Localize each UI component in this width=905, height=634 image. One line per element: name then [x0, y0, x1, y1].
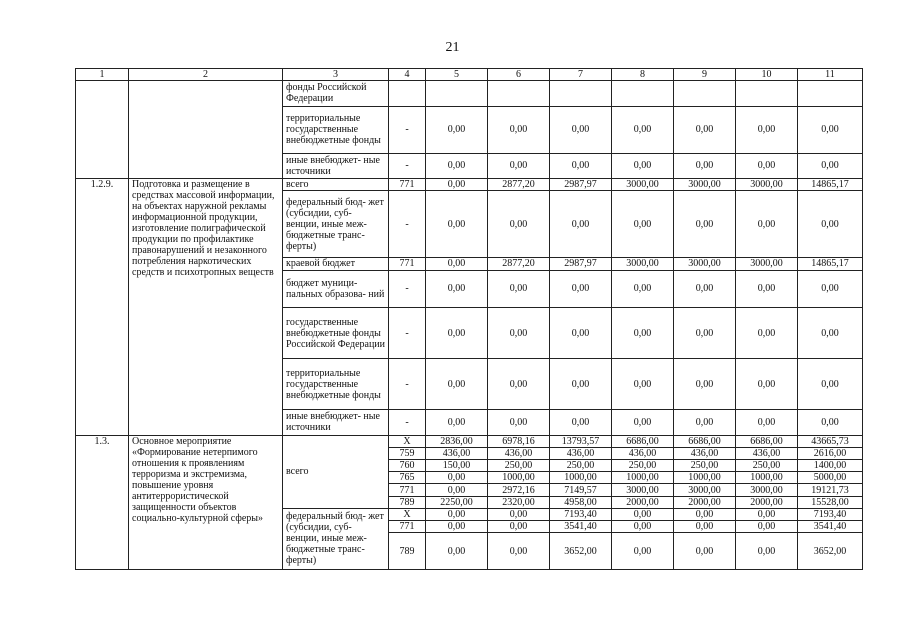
- value-cell: 0,00: [736, 533, 798, 570]
- value-cell: 436,00: [674, 447, 736, 459]
- value-cell: 0,00: [488, 521, 550, 533]
- value-cell: 0,00: [550, 153, 612, 178]
- value-cell: 1000,00: [736, 472, 798, 484]
- value-cell: 6686,00: [674, 435, 736, 447]
- value-cell: [798, 81, 863, 106]
- code-cell: -: [389, 270, 426, 308]
- value-cell: 0,00: [550, 270, 612, 308]
- value-cell: [674, 81, 736, 106]
- value-cell: 0,00: [798, 308, 863, 359]
- value-cell: 436,00: [550, 447, 612, 459]
- value-cell: 0,00: [612, 270, 674, 308]
- value-cell: 0,00: [736, 308, 798, 359]
- value-cell: 0,00: [426, 508, 488, 520]
- column-header: 5: [426, 69, 488, 81]
- value-cell: 2987,97: [550, 258, 612, 270]
- table-row: [76, 435, 863, 447]
- value-cell: 3541,40: [550, 521, 612, 533]
- code-cell: 771: [389, 178, 426, 190]
- value-cell: 0,00: [736, 521, 798, 533]
- value-cell: 2877,20: [488, 178, 550, 190]
- value-cell: 0,00: [488, 359, 550, 410]
- item-title: Подготовка и размещение в средствах массовой информации, на объектах наружной рекламы информационной продукции, изготовление полиграфической продукции по профилактике правонарушений и незаконного потребления наркотических средств и психотропных веществ: [129, 178, 283, 435]
- value-cell: 3652,00: [798, 533, 863, 570]
- value-cell: 2000,00: [736, 496, 798, 508]
- table-row: [76, 178, 863, 190]
- value-cell: 0,00: [550, 410, 612, 435]
- value-cell: 2877,20: [488, 258, 550, 270]
- value-cell: 4958,00: [550, 496, 612, 508]
- column-header: 2: [129, 69, 283, 81]
- code-cell: -: [389, 106, 426, 153]
- value-cell: 0,00: [798, 359, 863, 410]
- value-cell: 0,00: [736, 153, 798, 178]
- code-cell: 760: [389, 459, 426, 471]
- value-cell: 3000,00: [674, 258, 736, 270]
- value-cell: 6686,00: [612, 435, 674, 447]
- code-cell: 771: [389, 258, 426, 270]
- value-cell: 6978,16: [488, 435, 550, 447]
- value-cell: 3000,00: [736, 484, 798, 496]
- value-cell: 0,00: [674, 410, 736, 435]
- value-cell: 14865,17: [798, 178, 863, 190]
- value-cell: 3000,00: [612, 178, 674, 190]
- item-number: 1.2.9.: [76, 178, 129, 435]
- value-cell: 5000,00: [798, 472, 863, 484]
- value-cell: 0,00: [736, 410, 798, 435]
- value-cell: 1000,00: [550, 472, 612, 484]
- value-cell: 0,00: [488, 191, 550, 258]
- funding-source: государственные внебюджетные фонды Российской Федерации: [283, 308, 389, 359]
- value-cell: 0,00: [488, 153, 550, 178]
- funding-source: территориальные государственные внебюджетные фонды: [283, 359, 389, 410]
- value-cell: 14865,17: [798, 258, 863, 270]
- value-cell: 0,00: [612, 153, 674, 178]
- value-cell: 250,00: [488, 459, 550, 471]
- value-cell: 0,00: [736, 106, 798, 153]
- column-header: 3: [283, 69, 389, 81]
- column-header: 4: [389, 69, 426, 81]
- code-cell: -: [389, 153, 426, 178]
- value-cell: 0,00: [426, 153, 488, 178]
- value-cell: 0,00: [674, 106, 736, 153]
- value-cell: 6686,00: [736, 435, 798, 447]
- funding-source: федеральный бюд- жет (субсидии, суб- венции, иные меж- бюджетные транс- ферты): [283, 191, 389, 258]
- value-cell: 2987,97: [550, 178, 612, 190]
- column-header: 9: [674, 69, 736, 81]
- value-cell: 0,00: [736, 270, 798, 308]
- value-cell: 0,00: [426, 521, 488, 533]
- value-cell: 0,00: [488, 106, 550, 153]
- value-cell: 0,00: [612, 191, 674, 258]
- value-cell: 0,00: [426, 308, 488, 359]
- value-cell: 0,00: [612, 359, 674, 410]
- value-cell: 1000,00: [612, 472, 674, 484]
- value-cell: 0,00: [674, 191, 736, 258]
- code-cell: [389, 81, 426, 106]
- value-cell: 436,00: [488, 447, 550, 459]
- column-header: 10: [736, 69, 798, 81]
- code-cell: 759: [389, 447, 426, 459]
- value-cell: 0,00: [798, 410, 863, 435]
- code-cell: 771: [389, 521, 426, 533]
- value-cell: 250,00: [674, 459, 736, 471]
- value-cell: 2972,16: [488, 484, 550, 496]
- column-header: 11: [798, 69, 863, 81]
- funding-source: фонды Российской Федерации: [283, 81, 389, 106]
- value-cell: 7193,40: [550, 508, 612, 520]
- value-cell: 436,00: [612, 447, 674, 459]
- value-cell: 0,00: [736, 191, 798, 258]
- funding-source: иные внебюджет- ные источники: [283, 410, 389, 435]
- funding-source: бюджет муници- пальных образова- ний: [283, 270, 389, 308]
- value-cell: 0,00: [612, 508, 674, 520]
- value-cell: 0,00: [550, 359, 612, 410]
- value-cell: 250,00: [550, 459, 612, 471]
- value-cell: 436,00: [426, 447, 488, 459]
- code-cell: 789: [389, 496, 426, 508]
- code-cell: X: [389, 435, 426, 447]
- value-cell: 3000,00: [736, 258, 798, 270]
- value-cell: 19121,73: [798, 484, 863, 496]
- code-cell: -: [389, 191, 426, 258]
- value-cell: 0,00: [426, 410, 488, 435]
- code-cell: -: [389, 410, 426, 435]
- code-cell: 765: [389, 472, 426, 484]
- value-cell: 0,00: [798, 106, 863, 153]
- column-header: 1: [76, 69, 129, 81]
- value-cell: 436,00: [736, 447, 798, 459]
- funding-source: федеральный бюд- жет (субсидии, суб- венции, иные меж- бюджетные транс- ферты): [283, 508, 389, 569]
- value-cell: 1400,00: [798, 459, 863, 471]
- item-title-cell: [129, 81, 283, 179]
- value-cell: [488, 81, 550, 106]
- value-cell: 0,00: [798, 153, 863, 178]
- value-cell: 0,00: [674, 153, 736, 178]
- value-cell: 13793,57: [550, 435, 612, 447]
- value-cell: 3000,00: [674, 178, 736, 190]
- funding-source: иные внебюджет- ные источники: [283, 153, 389, 178]
- value-cell: 0,00: [426, 178, 488, 190]
- item-number-cell: [76, 81, 129, 179]
- value-cell: 1000,00: [674, 472, 736, 484]
- value-cell: 2616,00: [798, 447, 863, 459]
- item-title: Основное мероприятие «Формирование нетерпимого отношения к проявлениям терроризма и экстремизма, повышение уровня антитеррористической защищенности объектов социально-культурной сферы»: [129, 435, 283, 569]
- value-cell: 1000,00: [488, 472, 550, 484]
- value-cell: 0,00: [674, 359, 736, 410]
- value-cell: 0,00: [488, 308, 550, 359]
- value-cell: 150,00: [426, 459, 488, 471]
- value-cell: 0,00: [550, 106, 612, 153]
- value-cell: 0,00: [488, 270, 550, 308]
- value-cell: 0,00: [426, 484, 488, 496]
- value-cell: 0,00: [736, 359, 798, 410]
- value-cell: 0,00: [550, 308, 612, 359]
- funding-source: территориальные государственные внебюджетные фонды: [283, 106, 389, 153]
- value-cell: 0,00: [674, 521, 736, 533]
- value-cell: [550, 81, 612, 106]
- value-cell: 0,00: [426, 270, 488, 308]
- value-cell: 0,00: [550, 191, 612, 258]
- value-cell: [612, 81, 674, 106]
- value-cell: 3000,00: [612, 484, 674, 496]
- code-cell: -: [389, 308, 426, 359]
- value-cell: 0,00: [612, 521, 674, 533]
- value-cell: 0,00: [426, 472, 488, 484]
- value-cell: 0,00: [736, 508, 798, 520]
- value-cell: 43665,73: [798, 435, 863, 447]
- value-cell: 7193,40: [798, 508, 863, 520]
- value-cell: 0,00: [612, 533, 674, 570]
- value-cell: 3541,40: [798, 521, 863, 533]
- value-cell: 3000,00: [674, 484, 736, 496]
- value-cell: 3000,00: [736, 178, 798, 190]
- value-cell: 0,00: [798, 191, 863, 258]
- value-cell: 0,00: [798, 270, 863, 308]
- funding-source: всего: [283, 435, 389, 508]
- value-cell: 0,00: [674, 533, 736, 570]
- value-cell: 0,00: [674, 270, 736, 308]
- value-cell: 3000,00: [612, 258, 674, 270]
- value-cell: 0,00: [426, 533, 488, 570]
- funding-source: краевой бюджет: [283, 258, 389, 270]
- value-cell: 2320,00: [488, 496, 550, 508]
- value-cell: 2000,00: [674, 496, 736, 508]
- budget-table: [75, 68, 863, 570]
- code-cell: X: [389, 508, 426, 520]
- column-header: 7: [550, 69, 612, 81]
- value-cell: [736, 81, 798, 106]
- value-cell: 7149,57: [550, 484, 612, 496]
- page-number: 21: [445, 40, 460, 55]
- item-number: 1.3.: [76, 435, 129, 569]
- value-cell: 0,00: [426, 106, 488, 153]
- value-cell: 0,00: [426, 191, 488, 258]
- value-cell: 2000,00: [612, 496, 674, 508]
- value-cell: [426, 81, 488, 106]
- column-header-row: [76, 69, 863, 81]
- value-cell: 2836,00: [426, 435, 488, 447]
- value-cell: 3652,00: [550, 533, 612, 570]
- value-cell: 2250,00: [426, 496, 488, 508]
- value-cell: 0,00: [612, 308, 674, 359]
- value-cell: 250,00: [612, 459, 674, 471]
- value-cell: 0,00: [488, 533, 550, 570]
- value-cell: 0,00: [488, 508, 550, 520]
- column-header: 8: [612, 69, 674, 81]
- funding-source: всего: [283, 178, 389, 190]
- value-cell: 0,00: [426, 359, 488, 410]
- value-cell: 0,00: [674, 508, 736, 520]
- column-header: 6: [488, 69, 550, 81]
- value-cell: 0,00: [612, 410, 674, 435]
- table-body: [76, 69, 863, 570]
- value-cell: 0,00: [488, 410, 550, 435]
- value-cell: 0,00: [612, 106, 674, 153]
- table-row: [76, 81, 863, 106]
- value-cell: 0,00: [674, 308, 736, 359]
- value-cell: 0,00: [426, 258, 488, 270]
- code-cell: 771: [389, 484, 426, 496]
- value-cell: 15528,00: [798, 496, 863, 508]
- value-cell: 250,00: [736, 459, 798, 471]
- code-cell: -: [389, 359, 426, 410]
- code-cell: 789: [389, 533, 426, 570]
